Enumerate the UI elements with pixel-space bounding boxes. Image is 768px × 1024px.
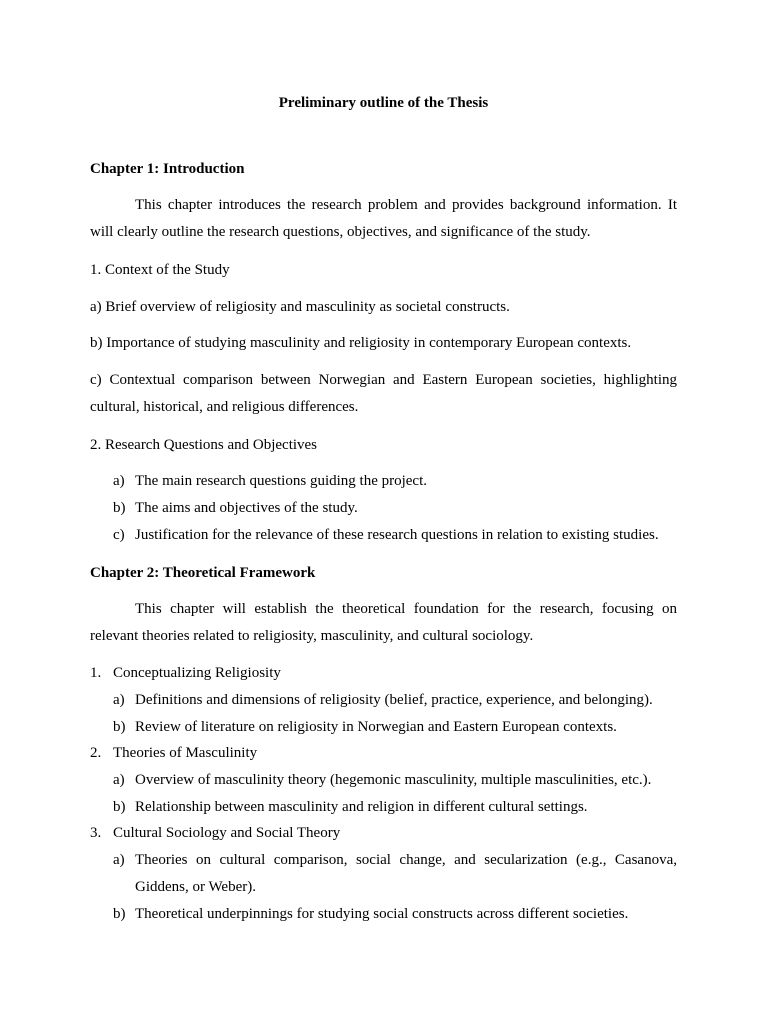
list-marker: a) [113, 692, 125, 708]
chapter1-section1-item-a: a) Brief overview of religiosity and masculinity as societal constructs. [90, 299, 510, 315]
list-item: Definitions and dimensions of religiosity (belief, practice, experience, and belonging). [135, 692, 653, 708]
list-marker: b) [113, 799, 126, 815]
list-marker: b) [113, 719, 126, 735]
document-title: Preliminary outline of the Thesis [278, 95, 489, 111]
section-number: 3. [90, 825, 102, 841]
list-item: The main research questions guiding the project. [135, 473, 427, 489]
chapter2-intro: This chapter will establish the theoretical foundation for the research, focusing on relevant theories related to religiosity, masculinity, and cultural sociology. [90, 601, 677, 644]
list-marker: a) [113, 852, 125, 868]
chapter1-section1-title: 1. Context of the Study [90, 262, 230, 278]
list-marker: a) [113, 473, 125, 489]
list-item: Theories on cultural comparison, social change, and secularization (e.g., Casanova, Giddens, or Weber). [135, 852, 677, 895]
list-marker: b) [113, 906, 126, 922]
section-number: 1. [90, 665, 102, 681]
list-item: Relationship between masculinity and religion in different cultural settings. [135, 799, 588, 815]
list-marker: c) [113, 527, 125, 543]
section-title: Conceptualizing Religiosity [113, 665, 281, 681]
chapter2-heading: Chapter 2: Theoretical Framework [90, 565, 316, 581]
section-title: Theories of Masculinity [113, 745, 258, 761]
list-item: Overview of masculinity theory (hegemonic masculinity, multiple masculinities, etc.). [135, 772, 652, 788]
chapter1-section1-item-c: c) Contextual comparison between Norwegian and Eastern European societies, highlighting cultural, historical, and religious differences. [90, 372, 677, 415]
list-item: The aims and objectives of the study. [135, 500, 358, 516]
chapter1-intro: This chapter introduces the research problem and provides background information. It will clearly outline the research questions, objectives, and significance of the study. [90, 197, 677, 240]
list-item: Review of literature on religiosity in Norwegian and Eastern European contexts. [135, 719, 617, 735]
list-marker: b) [113, 500, 126, 516]
chapter1-heading: Chapter 1: Introduction [90, 161, 245, 177]
section-number: 2. [90, 745, 102, 761]
chapter1-section1-item-b: b) Importance of studying masculinity and religiosity in contemporary European contexts. [90, 335, 632, 351]
list-item: Justification for the relevance of these research questions in relation to existing studies. [135, 527, 659, 543]
section-title: Cultural Sociology and Social Theory [113, 825, 341, 841]
list-marker: a) [113, 772, 125, 788]
list-item: Theoretical underpinnings for studying social constructs across different societies. [135, 906, 629, 922]
chapter1-section2-title: 2. Research Questions and Objectives [90, 437, 318, 453]
